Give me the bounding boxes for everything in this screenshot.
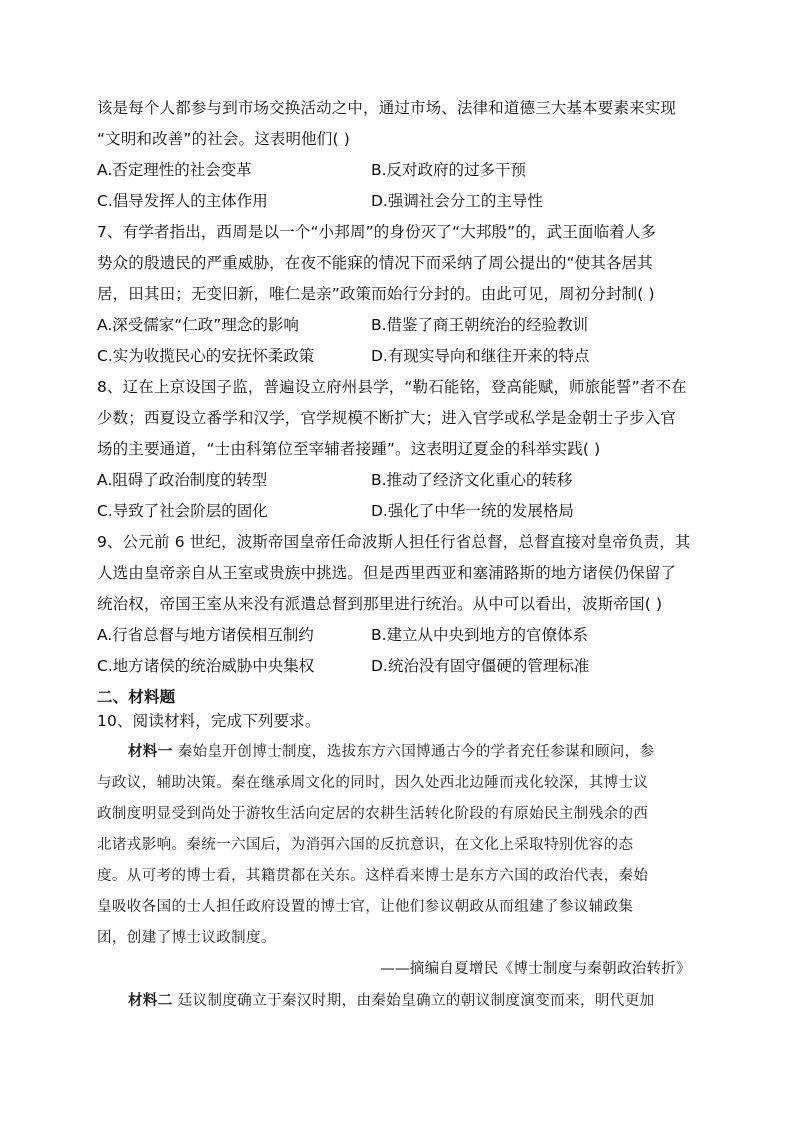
q6-option-a: A.否定理性的社会变革 [97,161,252,179]
material1-line-3: 政制度明显受到尚处于游牧生活向定居的农耕生活转化阶段的有原始民主制残余的西 [97,806,649,822]
q7-option-b: B.借鉴了商王朝统治的经验教训 [371,316,589,334]
q7-stem-line-1: 7、有学者指出，西周是以一个“小邦周”的身份灭了“大邦殷”的，武王面临着人多 [97,223,657,241]
q8-stem-line-1: 8、辽在上京设国子监，普遍设立府州县学，“勒石能铭，登高能赋，师旅能誓”者不在 [97,378,687,396]
q9-option-b: B.建立从中央到地方的官僚体系 [371,626,589,644]
material1-line-5: 度。从可考的博士看，其籍贯都在关东。这样看来博士是东方六国的政治代表，秦始 [97,868,649,884]
q7-option-d: D.有现实导向和继往开来的特点 [371,347,590,365]
material1-source: ——摘编自夏增民《博士制度与秦朝政治转折》 [380,961,691,977]
q6-option-d: D.强调社会分工的主导性 [371,192,543,210]
material2-label: 材料二 [128,992,173,1009]
q9-option-d: D.统治没有固守僵硬的管理标准 [371,657,590,675]
intro-line-2: “文明和改善”的社会。这表明他们( ) [97,130,350,148]
q8-option-d: D.强化了中华一统的发展格局 [371,502,574,520]
q9-stem-line-1: 9、公元前 6 世纪，波斯帝国皇帝任命波斯人担任行省总督，总督直接对皇帝负责，其 [97,533,691,551]
q9-stem-line-3: 统治权，帝国王室从来没有派遣总督到那里进行统治。从中可以看出，波斯帝国( ) [97,595,663,613]
q9-stem-line-2: 人选由皇帝亲自从王室或贵族中挑选。但是西里西亚和塞浦路斯的地方诸侯仍保留了 [97,564,677,582]
material1-line-7: 团，创建了博士议政制度。 [97,930,276,946]
q8-option-c: C.导致了社会阶层的固化 [97,502,268,520]
intro-line-1: 该是每个人都参与到市场交换活动之中，通过市场、法律和道德三大基本要素来实现 [97,99,677,117]
q6-option-c: C.倡导发挥人的主体作用 [97,192,268,210]
q6-option-b: B.反对政府的过多干预 [371,161,527,179]
q7-stem-line-3: 居，田其田；无变旧新，唯仁是亲”政策而始行分封的。由此可见，周初分封制( ) [97,285,655,303]
q8-option-a: A.阻碍了政治制度的转型 [97,471,268,489]
q8-stem-line-3: 场的主要通道，“士由科第位至宰辅者接踵”。这表明辽夏金的科举实践( ) [97,440,601,458]
q10-prompt: 10、阅读材料，完成下列要求。 [97,712,321,730]
material1-label: 材料一 [128,743,173,760]
material2-first-text: 廷议制度确立于秦汉时期，由秦始皇确立的朝议制度演变而来，明代更加 [172,993,655,1009]
q7-stem-line-2: 势众的殷遗民的严重威胁，在夜不能寐的情况下而采纳了周公提出的“使其各居其 [97,254,653,272]
q9-option-a: A.行省总督与地方诸侯相互制约 [97,626,314,644]
q8-option-b: B.推动了经济文化重心的转移 [371,471,573,489]
q7-option-a: A.深受儒家“仁政”理念的影响 [97,316,299,334]
material1-first-line [128,741,655,763]
material1-line-4: 北诸戎影响。秦统一六国后，为消弭六国的反抗意识，在文化上采取特别优容的态 [97,837,634,853]
material1-line-6: 皇吸收各国的士人担任政府设置的博士官，让他们参议朝政从而组建了参议辅政集 [97,899,634,915]
section-heading: 二、材料题 [97,688,176,706]
material1-line-2: 与政议，辅助决策。秦在继承周文化的同时，因久处西北边陲而戎化较深，其博士议 [97,775,649,791]
q9-option-c: C.地方诸侯的统治威胁中央集权 [97,657,315,675]
q7-option-c: C.实为收揽民心的安抚怀柔政策 [97,347,315,365]
material2-first-line [128,990,655,1012]
material1-first-text: 秦始皇开创博士制度，选拔东方六国博通古今的学者充任参谋和顾问，参 [172,744,655,760]
q8-stem-line-2: 少数；西夏设立番学和汉学，官学规模不断扩大；进入官学或私学是金朝士子步入官 [97,409,677,427]
